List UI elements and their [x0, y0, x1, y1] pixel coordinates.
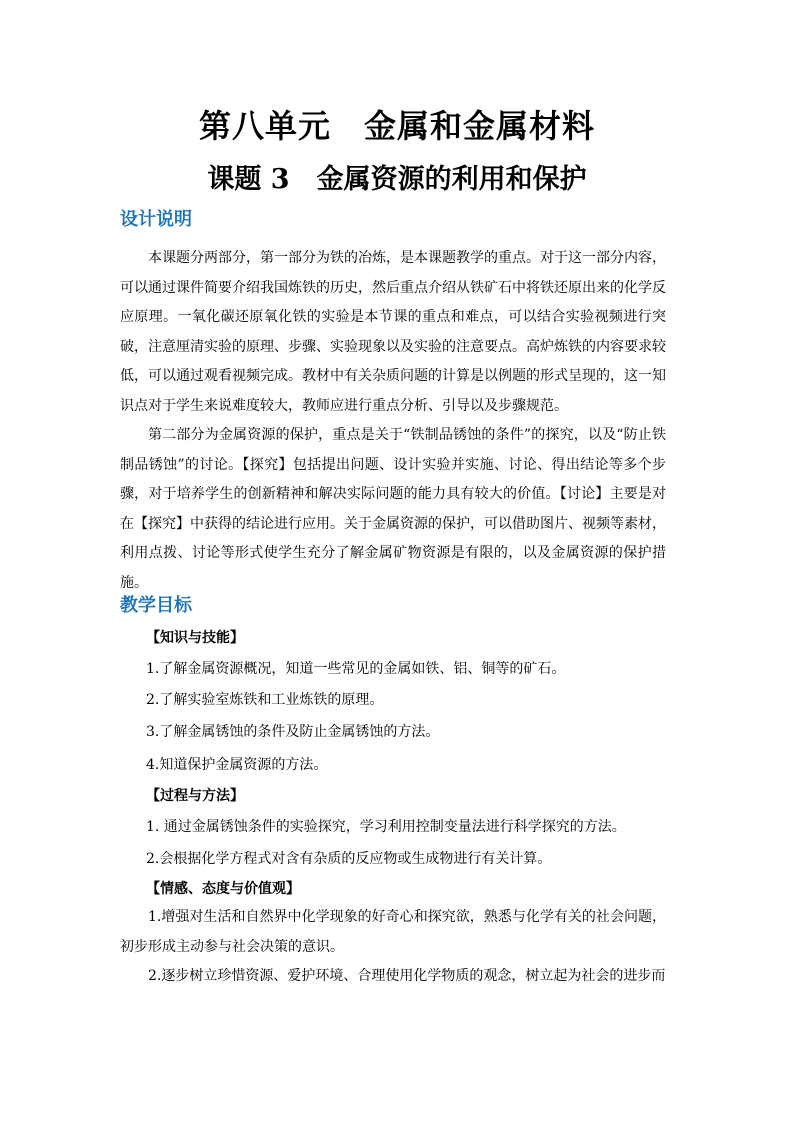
- design-paragraph-2: 第二部分为金属资源的保护，重点是关于“铁制品锈蚀的条件”的探究，以及“防止铁制品锈蚀”的讨论。【探究】包括提出问题、设计实验并实施、讨论、得出结论等多个步骤，对于培养学生的创新精神和解决实际问题的能力具有较大的价值。【讨论】主要是对在【探究】中获得的结论进行应用。关于金属资源的保护，可以借助图片、视频等素材，利用点拨、讨论等形式使学生充分了解金属矿物资源是有限的，以及金属资源的保护措施。: [120, 427, 666, 591]
- knowledge-label: 【知识与技能】: [146, 630, 244, 646]
- knowledge-item-3: 3.了解金属锈蚀的条件及防止金属锈蚀的方法。: [146, 724, 440, 740]
- attitude-item-1: 1.增强对生活和自然界中化学现象的好奇心和探究欲，熟悉与化学有关的社会问题，初步形成主动参与社会决策的意识。: [120, 909, 666, 955]
- process-label: 【过程与方法】: [146, 788, 244, 804]
- knowledge-item-1: 1.了解金属资源概况，知道一些常见的金属如铁、铝、铜等的矿石。: [146, 661, 566, 677]
- attitude-item-2: 2.逐步树立珍惜资源、爱护环境、合理使用化学物质的观念，树立起为社会的进步而: [148, 968, 666, 984]
- design-heading: 设计说明: [120, 209, 192, 230]
- unit-title: 第八单元 金属和金属材料: [198, 107, 595, 145]
- design-paragraph-1: 本课题分两部分，第一部分为铁的冶炼，是本课题教学的重点。对于这一部分内容，可以通过课件简要介绍我国炼铁的历史，然后重点介绍从铁矿石中将铁还原出来的化学反应原理。一氧化碳还原氧化铁的实验是本节课的重点和难点，可以结合实验视频进行突破，注意厘清实验的原理、步骤、实验现象以及实验的注意要点。高炉炼铁的内容要求较低，可以通过观看视频完成。教材中有关杂质问题的计算是以例题的形式呈现的，这一知识点对于学生来说难度较大，教师应进行重点分析、引导以及步骤规范。: [120, 250, 666, 414]
- design-body: [120, 244, 666, 598]
- knowledge-item-4: 4.知道保护金属资源的方法。: [146, 757, 328, 773]
- process-item-1: 1. 通过金属锈蚀条件的实验探究，学习利用控制变量法进行科学探究的方法。: [146, 819, 626, 835]
- process-item-2: 2.会根据化学方程式对含有杂质的反应物或生成物进行有关计算。: [146, 851, 552, 867]
- knowledge-item-2: 2.了解实验室炼铁和工业炼铁的原理。: [146, 692, 384, 708]
- lesson-title: 课题 3 金属资源的利用和保护: [207, 164, 587, 195]
- goals-heading: 教学目标: [120, 595, 192, 616]
- attitude-label: 【情感、态度与价值观】: [146, 881, 300, 897]
- attitude-list: [120, 903, 666, 992]
